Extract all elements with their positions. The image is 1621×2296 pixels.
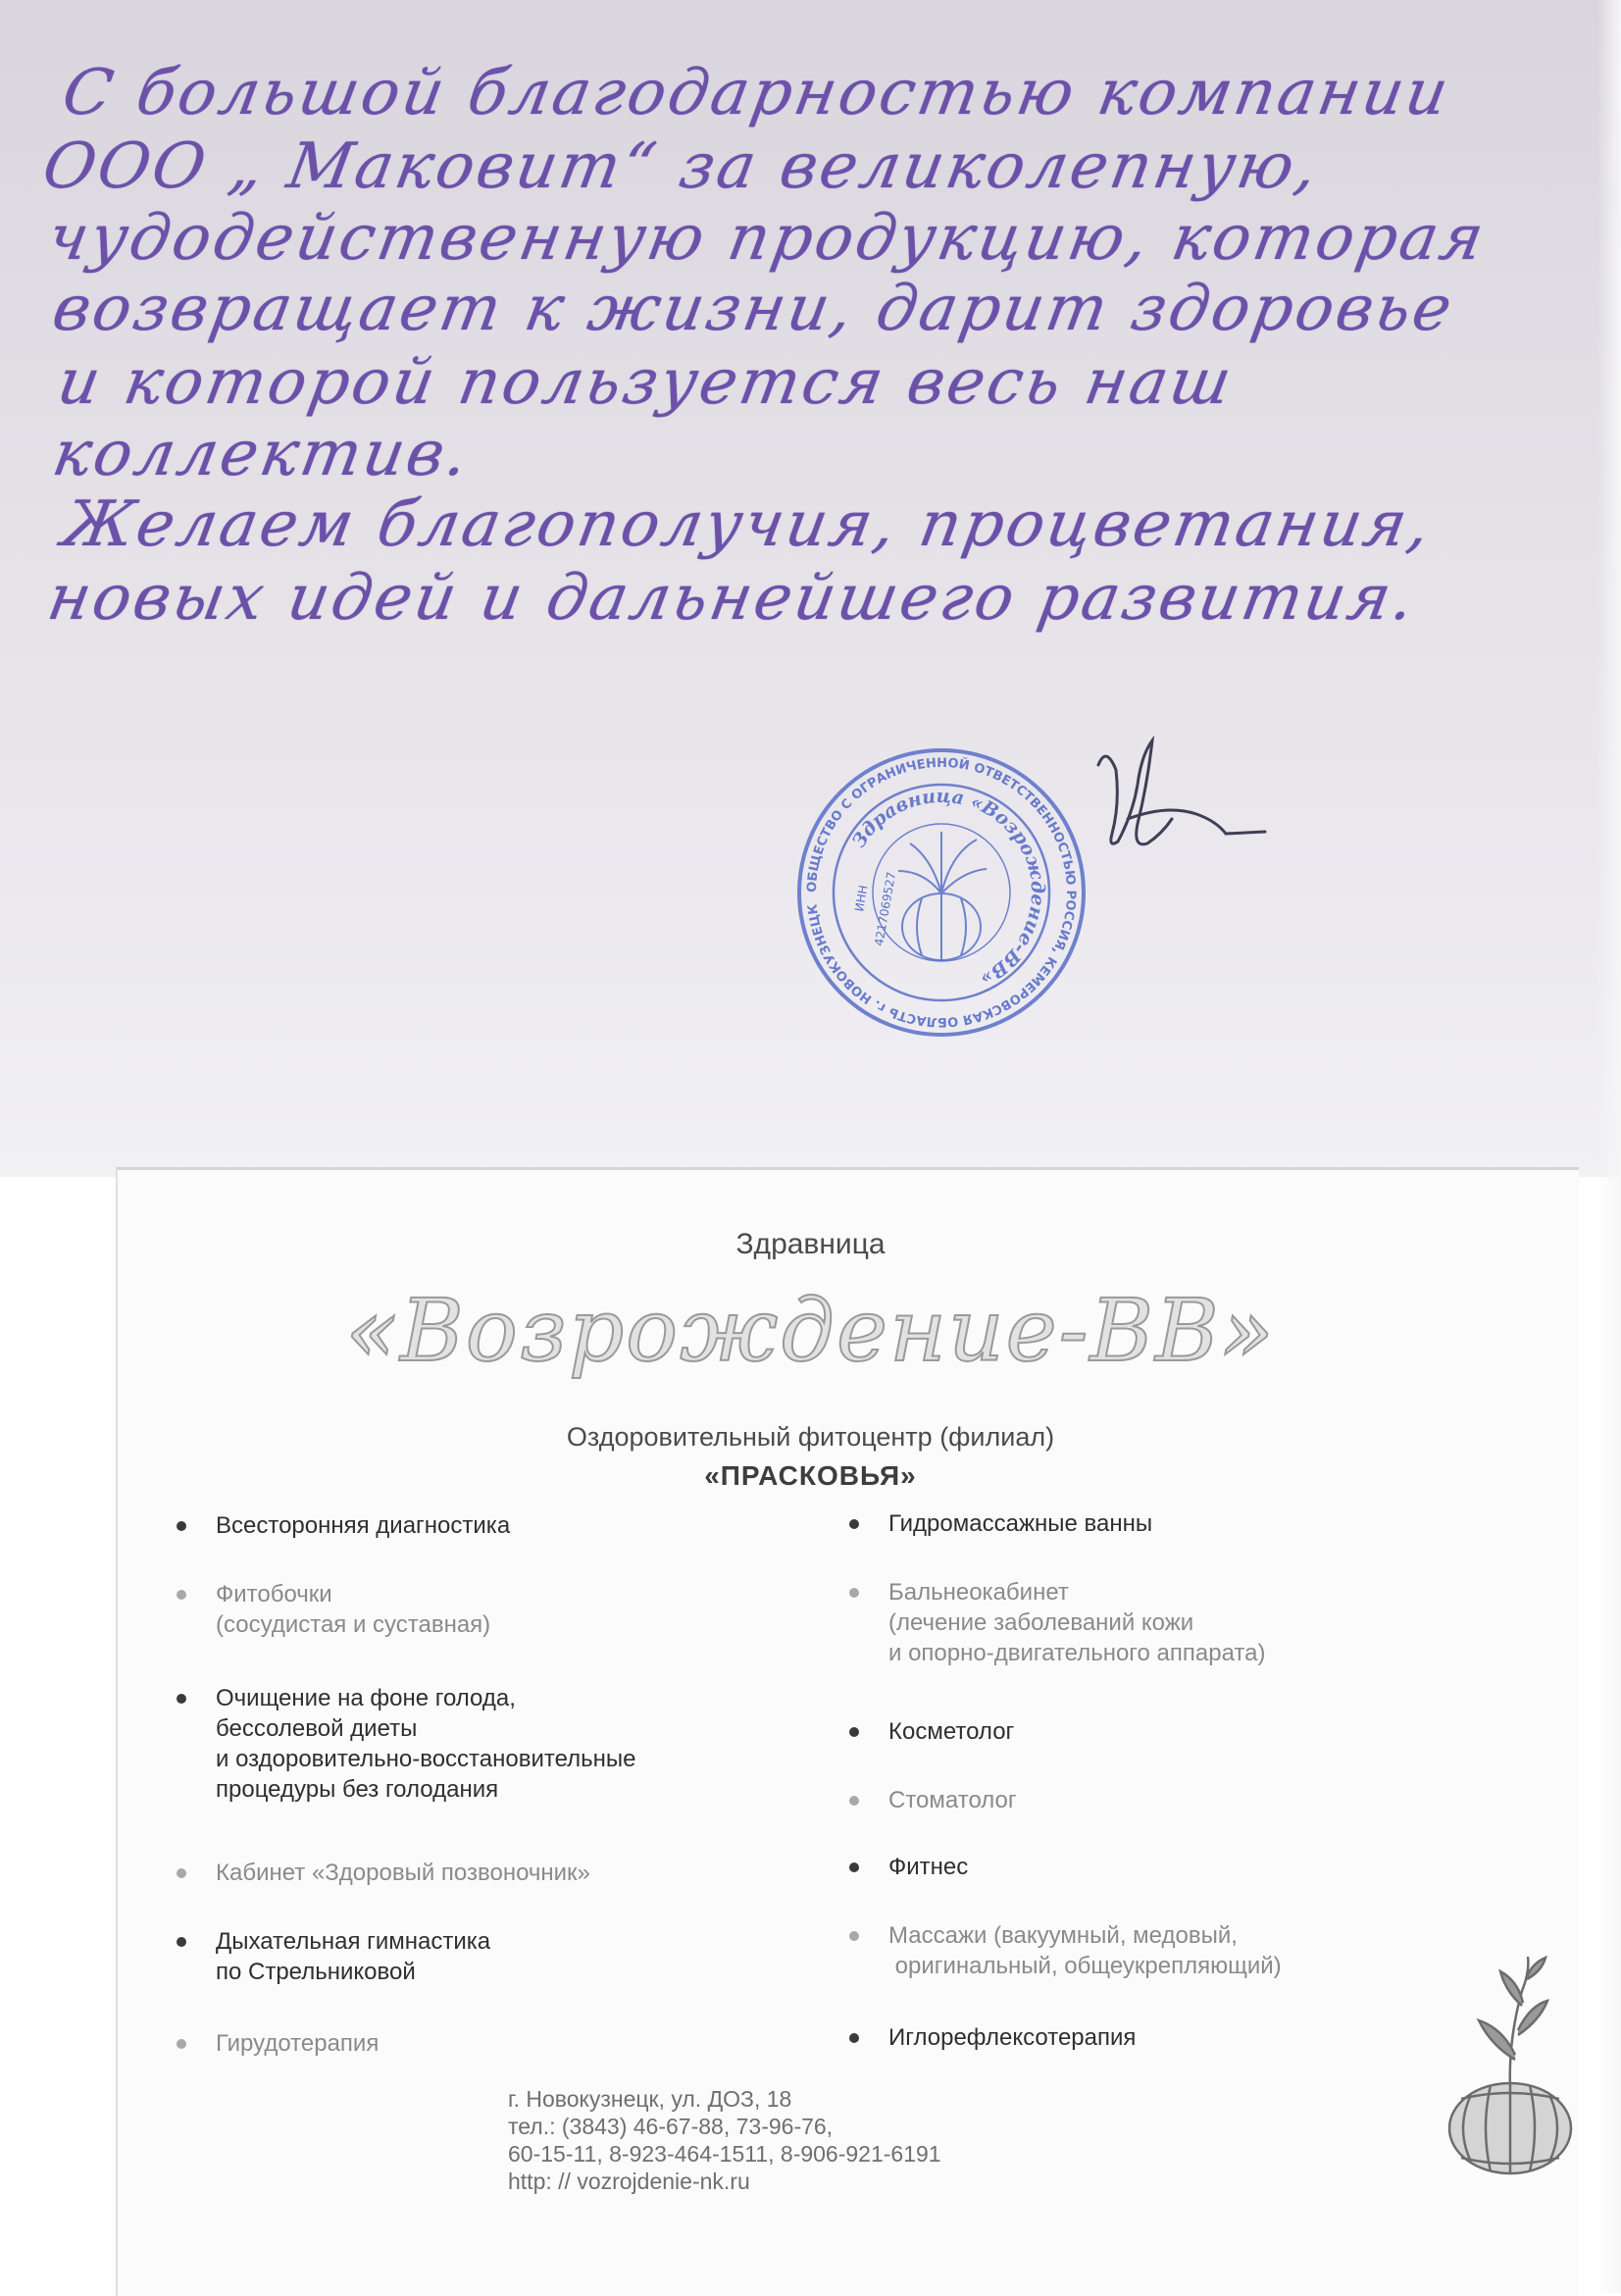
stamp-inn-label: ИНН (852, 884, 871, 913)
bullet-icon (849, 2033, 859, 2043)
brochure-branch-name: «ПРАСКОВЬЯ» (704, 1460, 917, 1491)
stamp-outer-text: ОБЩЕСТВО С ОГРАНИЧЕННОЙ ОТВЕТСТВЕННОСТЬЮ РОССИЯ, КЕМЕРОВСКАЯ ОБЛАСТЬ г. НОВОКУЗНЕЦК (804, 755, 1079, 1030)
bullet-icon (849, 1931, 859, 1941)
contact-block (508, 2085, 941, 2195)
contact-phones-1: тел.: (3843) 46-67-88, 73-96-76, (508, 2114, 834, 2139)
signature (1079, 726, 1275, 893)
bullet-icon (177, 1694, 186, 1704)
bullet-icon (849, 1862, 859, 1872)
bullet-icon (849, 1519, 859, 1529)
bullet-icon (849, 1588, 859, 1598)
company-stamp (794, 745, 1089, 1040)
brochure-brand-title: «Возрождение-ВВ» (345, 1280, 1276, 1381)
brochure-header: Здравница (735, 1228, 886, 1260)
bullet-icon (177, 1868, 186, 1878)
contact-website[interactable]: http: // vozrojdenie-nk.ru (508, 2168, 750, 2194)
scan-edge (1597, 0, 1621, 2293)
stamp-inner-text: Здравница «Возрождение-ВВ» (847, 785, 1049, 990)
bullet-icon (177, 1937, 186, 1947)
brochure-subtitle: Оздоровительный фитоцентр (филиал) (566, 1422, 1055, 1452)
bullet-icon (849, 1796, 859, 1806)
contact-address: г. Новокузнецк, ул. ДОЗ, 18 (508, 2086, 792, 2112)
stamp-inn-number: 4217069527 (872, 870, 899, 947)
barrel-sprout-icon (1432, 1952, 1589, 2177)
bullet-icon (849, 1727, 859, 1737)
bullet-icon (177, 1590, 186, 1600)
contact-phones-2: 60-15-11, 8-923-464-1511, 8-906-921-6191 (508, 2141, 941, 2167)
bullet-icon (177, 1521, 186, 1531)
stamp-barrel-icon (898, 832, 987, 960)
bullet-icon (177, 2039, 186, 2049)
